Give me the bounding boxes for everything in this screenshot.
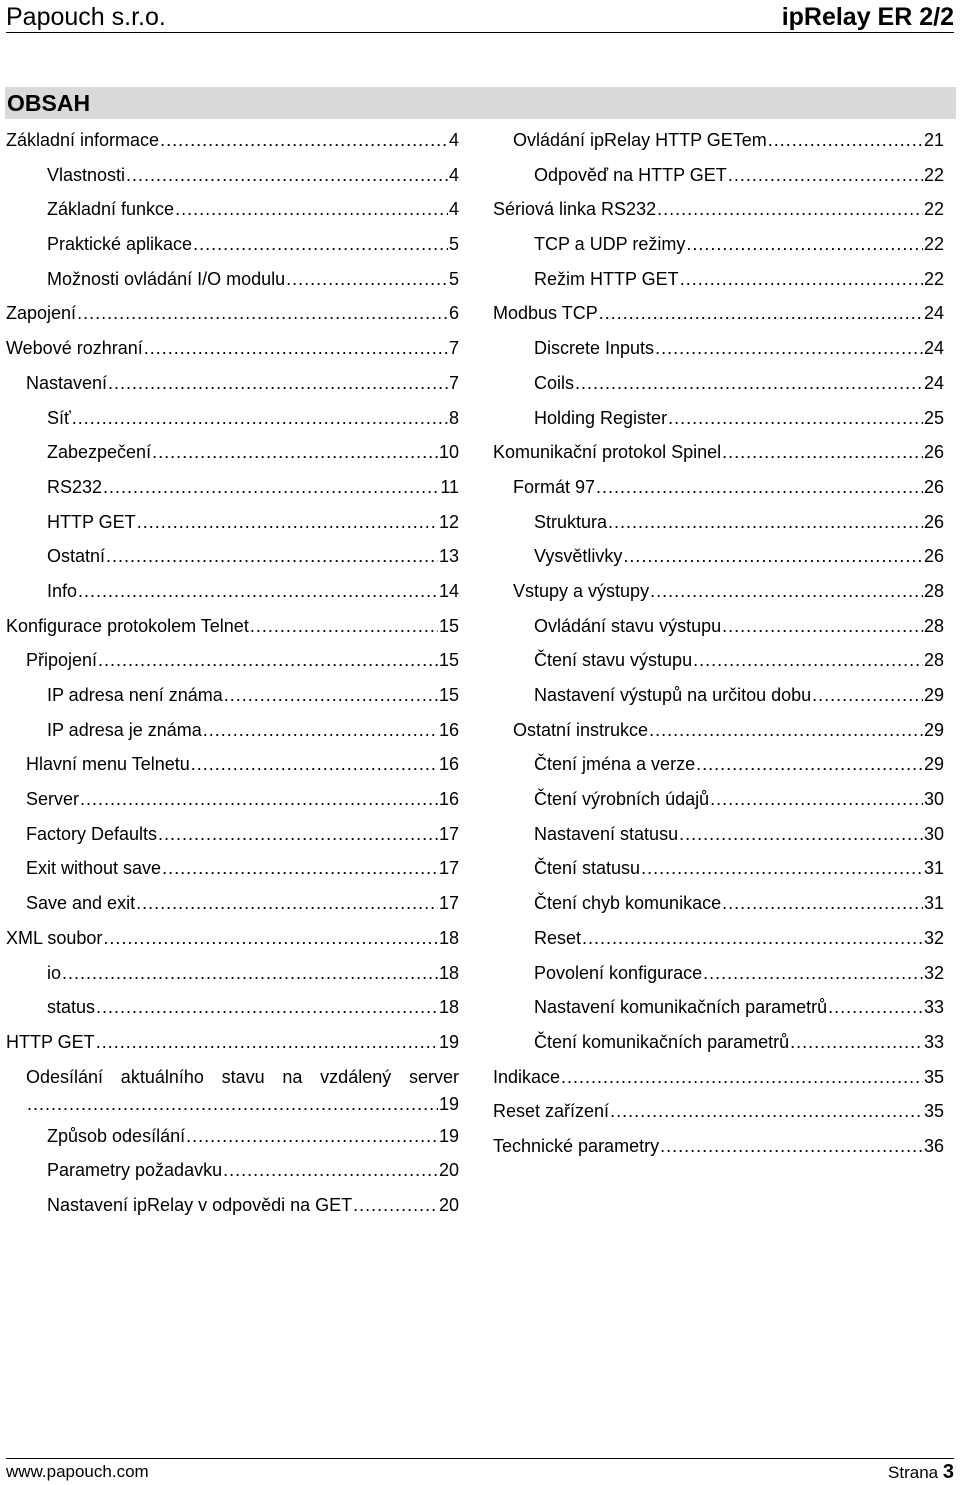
toc-entry-title: status	[47, 997, 96, 1018]
toc-entry-page: 31	[923, 858, 944, 879]
toc-entry-title: HTTP GET	[6, 1031, 95, 1052]
toc-entry-title: Ostatní instrukce	[513, 719, 649, 740]
toc-entry-page: 15	[438, 685, 459, 705]
toc-entry[interactable]	[6, 782, 459, 817]
toc-leader-dots	[710, 782, 923, 817]
toc-entry-page: 18	[438, 997, 459, 1018]
toc-entry-page: 5	[448, 234, 459, 255]
toc-entry-page: 4	[448, 199, 459, 220]
toc-entry[interactable]	[6, 609, 459, 644]
toc-entry[interactable]	[6, 401, 459, 436]
toc-entry[interactable]	[493, 1060, 944, 1095]
toc-entry-title: Síť	[47, 407, 71, 428]
toc-leader-dots	[623, 539, 923, 574]
toc-leader-dots	[596, 470, 923, 505]
toc-entry[interactable]	[6, 539, 459, 574]
toc-entry[interactable]	[493, 1129, 944, 1164]
toc-entry-page: 4	[448, 130, 459, 150]
toc-entry-page: 26	[923, 442, 944, 463]
toc-entry-title: Nastavení komunikačních parametrů	[534, 997, 828, 1018]
toc-leader-dots	[650, 574, 923, 609]
toc-entry-page: 11	[440, 476, 459, 497]
toc-leader-dots	[657, 192, 923, 227]
toc-entry-title: Odesílání aktuálního stavu na vzdálený server	[26, 1066, 459, 1087]
toc-entry-page: 35	[923, 1066, 944, 1087]
toc-entry-title: Holding Register	[534, 407, 668, 428]
toc-entry-page: 22	[923, 164, 944, 185]
toc-entry[interactable]	[493, 956, 944, 991]
toc-entry-page: 20	[438, 1160, 459, 1181]
toc-entry-title: Coils	[534, 372, 575, 393]
toc-entry-page: 19	[438, 1093, 459, 1114]
toc-entry-title: Reset	[534, 927, 582, 948]
toc-leader-dots	[80, 782, 438, 817]
toc-entry-page: 26	[923, 546, 944, 567]
toc-leader-dots	[768, 123, 923, 158]
toc-leader-dots	[103, 470, 439, 505]
toc-entry-title: Server	[26, 789, 80, 810]
toc-leader-dots	[655, 331, 923, 366]
toc-entry-title: Nastavení	[26, 372, 108, 393]
toc-entry-title: Čtení výrobních údajů	[534, 789, 710, 810]
toc-entry-page: 22	[923, 199, 944, 220]
toc-entry-page: 26	[923, 476, 944, 497]
toc-entry-title: Připojení	[26, 650, 98, 671]
company-name: Papouch s.r.o.	[6, 3, 166, 31]
toc-entry[interactable]	[6, 331, 459, 366]
toc-entry[interactable]	[6, 747, 459, 782]
toc-entry-title: Discrete Inputs	[534, 338, 655, 359]
toc-entry[interactable]	[6, 851, 459, 886]
toc-leader-dots	[62, 956, 438, 991]
toc-entry[interactable]	[6, 574, 459, 609]
toc-entry-page: 29	[923, 754, 944, 775]
toc-entry-page: 25	[923, 407, 944, 428]
toc-entry-page: 13	[438, 546, 459, 567]
toc-entry[interactable]	[493, 123, 944, 158]
toc-leader-dots	[175, 192, 448, 227]
toc-leader-dots	[103, 921, 438, 956]
toc-entry-page: 6	[448, 303, 459, 324]
toc-entry-title: Čtení jména a verze	[534, 754, 696, 775]
toc-entry[interactable]	[6, 262, 459, 297]
toc-entry-title: Vysvětlivky	[534, 546, 623, 567]
toc-entry-page: 14	[438, 580, 459, 601]
toc-entry-page: 30	[923, 823, 944, 844]
toc-entry-title: Vstupy a výstupy	[513, 580, 650, 601]
toc-entry[interactable]	[493, 782, 944, 817]
toc-entry-title: Hlavní menu Telnetu	[26, 754, 190, 775]
toc-entry-page: 32	[923, 962, 944, 983]
toc-entry-page: 29	[923, 685, 944, 705]
toc-entry[interactable]	[6, 1153, 459, 1188]
toc-leader-dots	[203, 713, 438, 748]
toc-entry-title: Ovládání stavu výstupu	[534, 615, 722, 636]
toc-leader-dots	[610, 1094, 923, 1129]
toc-entry-title: Základní funkce	[47, 199, 175, 220]
footer-url[interactable]: www.papouch.com	[6, 1462, 149, 1481]
toc-leader-dots	[191, 747, 438, 782]
toc-entry-page: 16	[438, 719, 459, 740]
toc-entry[interactable]	[6, 123, 459, 158]
toc-leader-dots	[136, 886, 438, 921]
toc-entry[interactable]	[493, 713, 944, 748]
toc-leader-dots	[649, 713, 923, 748]
toc-entry-page: 22	[923, 268, 944, 289]
toc-entry-page: 8	[448, 407, 459, 428]
section-title-band	[5, 87, 956, 119]
toc-entry-page: 7	[448, 338, 459, 359]
toc-entry-title: Komunikační protokol Spinel	[493, 442, 722, 463]
toc-entry-title: Ovládání ipRelay HTTP GETem	[513, 130, 767, 150]
toc-entry[interactable]	[493, 609, 944, 644]
toc-leader-dots	[137, 505, 438, 540]
toc-entry[interactable]	[493, 851, 944, 886]
toc-entry[interactable]	[493, 366, 944, 401]
toc-entry[interactable]	[493, 1094, 944, 1129]
toc-leader-dots	[608, 505, 923, 540]
toc-entry-title: Sériová linka RS232	[493, 199, 657, 220]
toc-leader-dots	[828, 990, 923, 1025]
toc-entry-page: 26	[923, 511, 944, 532]
toc-leader-dots	[144, 331, 448, 366]
toc-entry-title: Čtení statusu	[534, 858, 641, 879]
toc-entry-page: 16	[438, 754, 459, 775]
toc-entry-title: Čtení stavu výstupu	[534, 650, 693, 671]
page-footer	[6, 1458, 954, 1485]
toc-entry-title: Základní informace	[6, 130, 160, 150]
toc-leader-dots	[108, 366, 448, 401]
toc-entry[interactable]	[6, 1119, 459, 1154]
toc-entry-page: 24	[923, 338, 944, 359]
toc-entry-page: 5	[448, 268, 459, 289]
toc-leader-dots	[98, 643, 438, 678]
toc-entry-page: 18	[438, 927, 459, 948]
toc-entry-page: 17	[438, 858, 459, 879]
toc-entry-title: Konfigurace protokolem Telnet	[6, 615, 249, 636]
toc-entry-title: Nastavení statusu	[534, 823, 679, 844]
toc-leader-dots	[582, 921, 923, 956]
toc-leader-dots	[641, 851, 923, 886]
toc-entry[interactable]	[6, 990, 459, 1025]
toc-entry-title: Povolení konfigurace	[534, 962, 703, 983]
toc-entry-page: 19	[438, 1125, 459, 1146]
toc-leader-dots	[790, 1025, 923, 1060]
toc-entry[interactable]	[6, 1025, 459, 1060]
toc-entry-page: 4	[448, 164, 459, 185]
toc-entry-title: IP adresa není známa	[47, 685, 223, 705]
footer-page	[888, 1461, 954, 1484]
toc-entry-page: 28	[923, 580, 944, 601]
toc-leader-dots	[812, 678, 923, 713]
toc-entry-page: 19	[438, 1031, 459, 1052]
toc-entry[interactable]	[6, 886, 459, 921]
toc-leader-dots	[96, 990, 438, 1025]
toc-leader-dots	[152, 435, 438, 470]
toc-entry[interactable]	[6, 470, 459, 505]
toc-entry[interactable]	[493, 296, 944, 331]
toc-entry-title: HTTP GET	[47, 511, 136, 532]
toc-leader-dots	[126, 158, 448, 193]
toc-leader-dots	[286, 262, 448, 297]
toc-entry-title: Info	[47, 580, 78, 601]
footer-page-label: Strana	[888, 1462, 939, 1482]
toc-entry-title: Zapojení	[6, 303, 77, 324]
toc-leader-dots	[193, 227, 448, 262]
toc-entry-title: Zabezpečení	[47, 442, 152, 463]
toc-entry-title: TCP a UDP režimy	[534, 234, 686, 255]
toc-entry[interactable]	[6, 956, 459, 991]
toc-right-column	[493, 123, 944, 1164]
toc-leader-dots	[353, 1188, 438, 1223]
toc-leader-dots	[561, 1060, 923, 1095]
toc-entry-page: 30	[923, 789, 944, 810]
document-title: ipRelay ER 2/2	[781, 3, 954, 31]
toc-entry[interactable]	[493, 1025, 944, 1060]
toc-entry-title: io	[47, 962, 62, 983]
toc-leader-dots	[722, 886, 923, 921]
toc-leader-dots	[250, 609, 438, 644]
toc-leader-dots	[223, 1153, 438, 1188]
toc-leader-dots	[668, 401, 923, 436]
toc-entry[interactable]	[493, 158, 944, 193]
toc-entry[interactable]	[6, 678, 459, 713]
toc-entry-title: XML soubor	[6, 927, 103, 948]
toc-leader-dots	[722, 609, 923, 644]
toc-entry-title: Možnosti ovládání I/O modulu	[47, 268, 286, 289]
footer-page-number: 3	[942, 1460, 954, 1483]
toc-entry-page: 24	[923, 372, 944, 393]
toc-entry-page: 35	[923, 1101, 944, 1122]
toc-entry[interactable]	[6, 1188, 459, 1223]
toc-entry-page: 7	[448, 372, 459, 393]
toc-entry-title: RS232	[47, 476, 103, 497]
toc-entry[interactable]	[493, 192, 944, 227]
toc-entry[interactable]	[6, 713, 459, 748]
toc-entry-title: Praktické aplikace	[47, 234, 193, 255]
toc-entry-title: Ostatní	[47, 546, 106, 567]
toc-entry-title: Exit without save	[26, 858, 162, 879]
toc-entry-page: 16	[438, 789, 459, 810]
toc-entry-title: Způsob odesílání	[47, 1125, 186, 1146]
toc-entry[interactable]	[493, 990, 944, 1025]
toc-left-column	[6, 123, 459, 1223]
toc-entry-page: 36	[923, 1135, 944, 1156]
toc-leader-dots	[162, 851, 438, 886]
toc-leader-dots	[72, 401, 448, 436]
toc-entry[interactable]	[493, 262, 944, 297]
toc-leader-dots	[703, 956, 923, 991]
toc-entry-title: Režim HTTP GET	[534, 268, 679, 289]
toc-leader-dots	[728, 158, 923, 193]
toc-entry[interactable]	[493, 886, 944, 921]
toc-entry-title: Save and exit	[26, 893, 136, 914]
toc-leader-dots	[106, 539, 438, 574]
toc-entry-page: 18	[438, 962, 459, 983]
toc-entry-page: 22	[923, 234, 944, 255]
toc-leader-dots	[96, 1025, 438, 1060]
toc-entry[interactable]	[6, 1060, 459, 1119]
toc-leader-dots	[680, 262, 923, 297]
toc-entry-page: 15	[438, 650, 459, 671]
toc-entry-title: Čtení komunikačních parametrů	[534, 1031, 790, 1052]
toc-leader-dots	[679, 817, 923, 852]
toc-entry[interactable]	[493, 574, 944, 609]
toc-entry-title: Odpověď na HTTP GET	[534, 164, 727, 185]
toc-entry-title: IP adresa je známa	[47, 719, 202, 740]
toc-entry-title: Modbus TCP	[493, 303, 598, 324]
toc-entry[interactable]	[493, 678, 944, 713]
toc-entry-page: 32	[923, 927, 944, 948]
toc-entry-page: 31	[923, 893, 944, 914]
toc-entry[interactable]	[6, 227, 459, 262]
toc-entry-page: 17	[438, 823, 459, 844]
toc-entry[interactable]	[6, 366, 459, 401]
toc-entry-page: 15	[438, 615, 459, 636]
toc-leader-dots	[575, 366, 923, 401]
toc-entry-page: 24	[923, 303, 944, 324]
toc-entry[interactable]	[493, 435, 944, 470]
toc-leader-dots	[722, 435, 923, 470]
toc-leader-dots	[224, 678, 438, 713]
toc-entry[interactable]	[493, 817, 944, 852]
toc-entry-title: Formát 97	[513, 476, 596, 497]
toc-leader-dots	[77, 296, 448, 331]
toc-entry-title: Čtení chyb komunikace	[534, 893, 722, 914]
toc-entry-title: Struktura	[534, 511, 608, 532]
toc-entry-page: 21	[923, 130, 944, 150]
toc-entry-title: Nastavení výstupů na určitou dobu	[534, 685, 812, 705]
toc-leader-dots	[27, 1089, 438, 1119]
toc-entry-page: 33	[923, 997, 944, 1018]
toc-leader-dots	[599, 296, 923, 331]
toc-entry-title: Technické parametry	[493, 1135, 660, 1156]
toc-entry[interactable]	[6, 192, 459, 227]
toc-entry[interactable]	[493, 539, 944, 574]
section-title: OBSAH	[7, 90, 91, 116]
toc-leader-dots	[78, 574, 438, 609]
toc-leader-dots	[696, 747, 923, 782]
toc-entry-page: 29	[923, 719, 944, 740]
toc-entry-title: Factory Defaults	[26, 823, 158, 844]
toc-entry[interactable]	[493, 921, 944, 956]
toc-entry-title: Webové rozhraní	[6, 338, 143, 359]
page-header	[6, 0, 954, 33]
toc-leader-dots	[158, 817, 438, 852]
toc-entry-page: 10	[438, 442, 459, 463]
toc-entry-title: Vlastnosti	[47, 164, 126, 185]
toc-entry-page: 20	[438, 1194, 459, 1215]
toc-leader-dots	[660, 1129, 923, 1164]
toc-entry-title: Indikace	[493, 1066, 561, 1087]
toc-entry[interactable]	[493, 227, 944, 262]
toc-entry[interactable]	[493, 401, 944, 436]
toc-leader-dots	[186, 1119, 438, 1154]
toc-entry[interactable]	[6, 296, 459, 331]
toc-entry-page: 28	[923, 650, 944, 671]
toc-entry[interactable]	[6, 643, 459, 678]
toc-entry-title: Parametry požadavku	[47, 1160, 223, 1181]
toc-entry-title: Reset zařízení	[493, 1101, 610, 1122]
toc-entry[interactable]	[493, 643, 944, 678]
toc-entry[interactable]	[6, 435, 459, 470]
toc-entry-page: 33	[923, 1031, 944, 1052]
toc-leader-dots	[693, 643, 923, 678]
toc-entry[interactable]	[6, 817, 459, 852]
toc-entry[interactable]	[6, 921, 459, 956]
toc-leader-dots	[686, 227, 923, 262]
toc-entry[interactable]	[493, 747, 944, 782]
toc-leader-dots	[160, 123, 448, 158]
toc-entry[interactable]	[6, 505, 459, 540]
toc-entry-page: 12	[438, 511, 459, 532]
toc-entry[interactable]	[6, 158, 459, 193]
toc-entry-page: 28	[923, 615, 944, 636]
toc-entry[interactable]	[493, 331, 944, 366]
toc-entry-page: 17	[438, 893, 459, 914]
toc-entry[interactable]	[493, 505, 944, 540]
toc-entry[interactable]	[493, 470, 944, 505]
toc-entry-title: Nastavení ipRelay v odpovědi na GET	[47, 1194, 353, 1215]
